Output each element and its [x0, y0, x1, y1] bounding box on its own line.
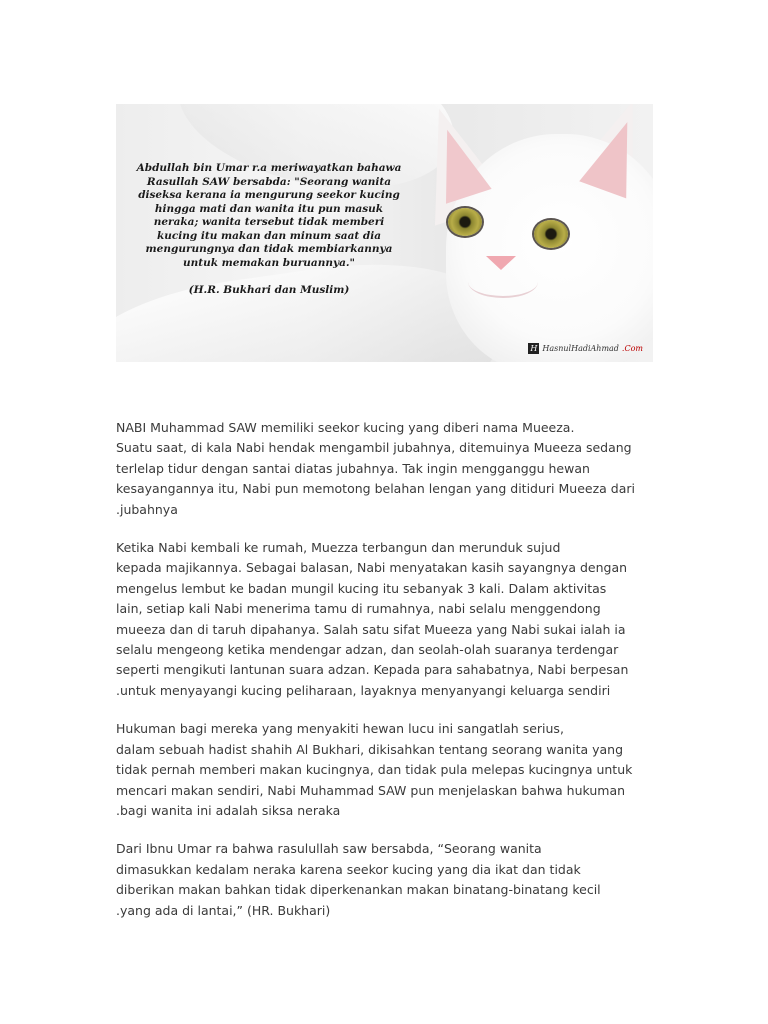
text-line: Hukuman bagi mereka yang menyakiti hewan lucu ini sangatlah serius, [116, 721, 564, 737]
cat-eye [448, 208, 482, 236]
hadith-source: (H.R. Bukhari dan Muslim) [188, 284, 350, 296]
article-body [116, 418, 656, 939]
paragraph-nabi-returns [116, 538, 656, 701]
text-line: .untuk menyayangi kucing peliharaan, layaknya menyanyangi keluarga sendiri [116, 682, 611, 698]
hadith-quote-text: Abdullah bin Umar r.a meriwayatkan bahawa Rasullah SAW bersabda: "Seorang wanita diseksa kerana ia mengurung seekor kucing hingga mati dan wanita itu pun masuk neraka; wanita tersebut tidak memberi kucing itu makan dan minum saat dia mengurungnya dan tidak membiarkannya untuk memakan buruannya." [136, 162, 402, 269]
text-line: .jubahnya [116, 501, 178, 517]
text-line: Dari Ibnu Umar ra bahwa rasulullah saw bersabda, “Seorang wanita [116, 841, 542, 857]
hadith-quote [136, 162, 402, 298]
text-line: kesayangannya itu, Nabi pun memotong belahan lengan yang ditiduri Mueeza dari [116, 481, 635, 497]
hadith-banner-image [116, 104, 653, 362]
text-line: NABI Muhammad SAW memiliki seekor kucing yang diberi nama Mueeza. [116, 420, 575, 435]
text-line: mengelus lembut ke badan mungil kucing itu sebanyak 3 kali. Dalam aktivitas [116, 580, 607, 596]
text-line: selalu mengeong ketika mendengar adzan, dan seolah-olah suaranya terdengar [116, 642, 619, 658]
text-line: tidak pernah memberi makan kucingnya, dan tidak pula melepas kucingnya untuk [116, 762, 633, 778]
text-line: kepada majikannya. Sebagai balasan, Nabi menyatakan kasih sayangnya dengan [116, 560, 628, 576]
text-line: terlelap tidur dengan santai diatas jubahnya. Tak ingin mengganggu hewan [116, 460, 590, 476]
cat-muzzle [468, 266, 538, 298]
text-line: dalam sebuah hadist shahih Al Bukhari, dikisahkan tentang seorang wanita yang [116, 741, 624, 757]
text-line: .bagi wanita ini adalah siksa neraka [116, 802, 341, 818]
watermark [528, 343, 643, 354]
text-line: diberikan makan bahkan tidak diperkenankan makan binatang-binatang kecil [116, 882, 601, 898]
text-line: Ketika Nabi kembali ke rumah, Muezza terbangun dan merunduk sujud [116, 540, 561, 556]
text-line: .yang ada di lantai,” (HR. Bukhari) [116, 902, 331, 918]
paragraph-mueeza-intro [116, 418, 656, 520]
watermark-tld: .Com [621, 344, 643, 353]
text-line: seperti mengikuti lantunan suara adzan. Kepada para sahabatnya, Nabi berpesan [116, 662, 629, 678]
text-line: lain, setiap kali Nabi menerima tamu di rumahnya, nabi selalu menggendong [116, 601, 601, 617]
watermark-logo-icon: H [528, 343, 539, 354]
watermark-name: HasnulHadiAhmad [542, 344, 619, 353]
text-line: mencari makan sendiri, Nabi Muhammad SAW pun menjelaskan bahwa hukuman [116, 782, 626, 798]
text-line: Suatu saat, di kala Nabi hendak mengambil jubahnya, ditemuinya Mueeza sedang [116, 440, 632, 456]
cat-eye [534, 220, 568, 248]
paragraph-punishment [116, 719, 656, 821]
paragraph-hadith-ibnu-umar [116, 839, 656, 921]
text-line: dimasukkan kedalam neraka karena seekor kucing yang dia ikat dan tidak [116, 861, 581, 877]
text-line: mueeza dan di taruh dipahanya. Salah satu sifat Mueeza yang Nabi sukai ialah ia [116, 621, 626, 637]
